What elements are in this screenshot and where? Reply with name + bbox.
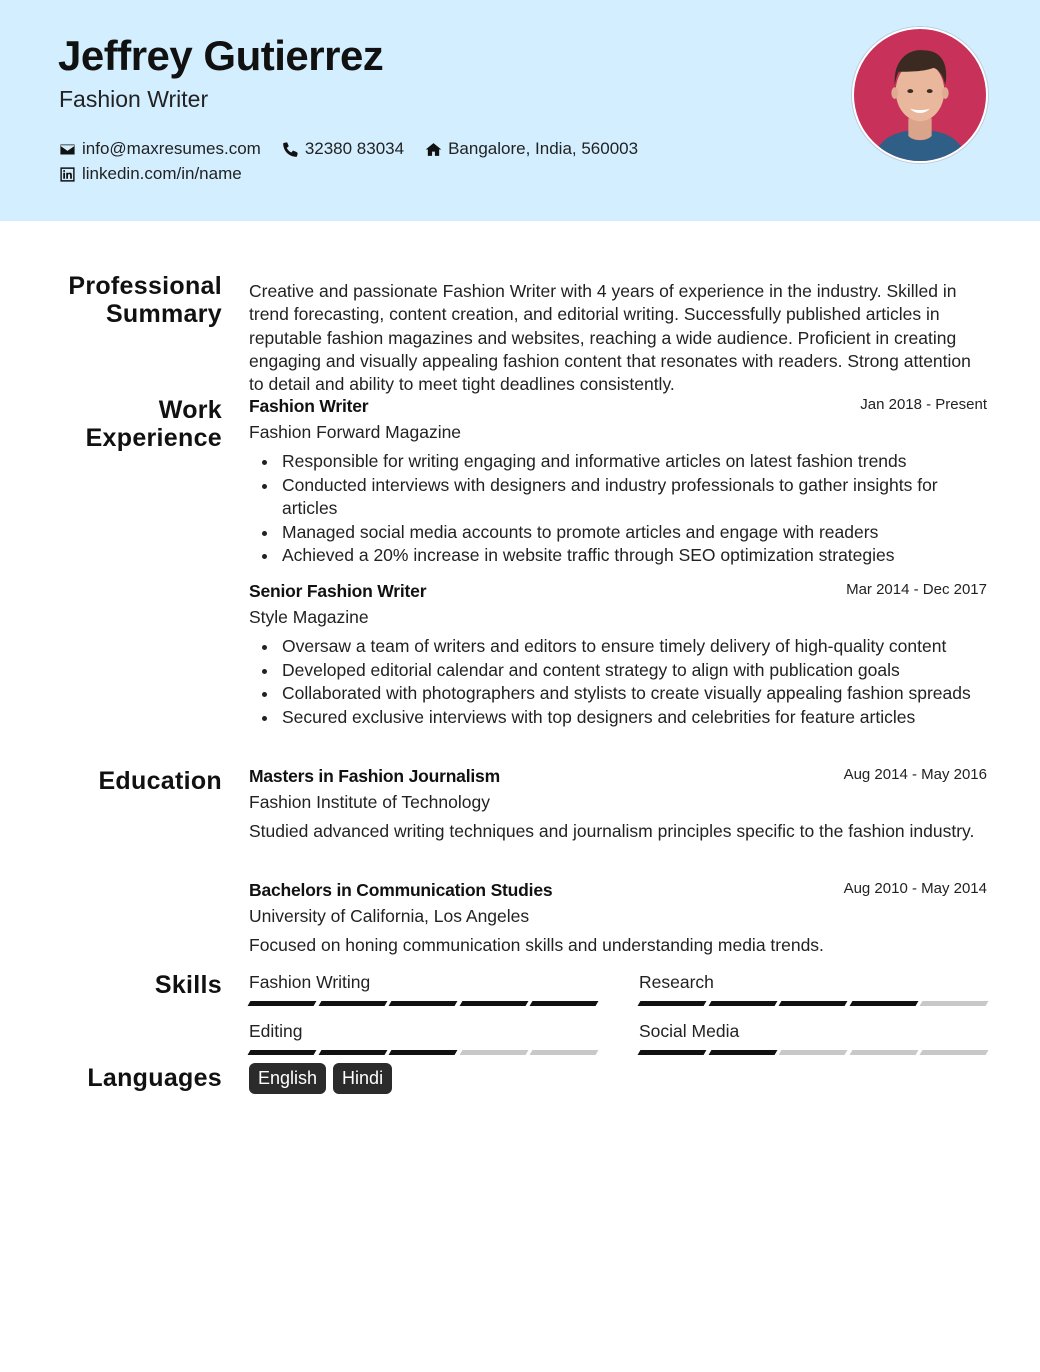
envelope-icon — [59, 141, 76, 158]
work-entry-2 — [249, 581, 987, 729]
section-label-education: Education — [98, 767, 222, 795]
entry-header — [249, 581, 987, 605]
job-title: Senior Fashion Writer — [249, 581, 427, 601]
candidate-name: Jeffrey Gutierrez — [58, 32, 384, 79]
contact-row-2 — [59, 164, 263, 184]
degree-title: Bachelors in Communication Studies — [249, 880, 553, 900]
skill-segment-filled — [708, 1050, 777, 1055]
skill-level-bar — [249, 1001, 597, 1006]
bullet-item: Achieved a 20% increase in website traffic through SEO optimization strategies — [249, 544, 987, 568]
education-entry-1 — [249, 766, 987, 843]
skill-segment-filled — [318, 1050, 387, 1055]
profile-photo — [852, 27, 988, 163]
bullet-item: Oversaw a team of writers and editors to ensure timely delivery of high-quality content — [249, 635, 987, 659]
skill-segment-filled — [638, 1001, 707, 1006]
section-label-skills: Skills — [154, 971, 222, 999]
skill-segment-empty — [459, 1050, 528, 1055]
skill-segment-empty — [849, 1050, 918, 1055]
language-badge: Hindi — [333, 1063, 392, 1094]
summary-label-line2: Summary — [105, 300, 222, 328]
bullet-item: Conducted interviews with designers and industry professionals to gather insights for articles — [249, 474, 987, 521]
job-bullets — [249, 450, 987, 568]
skill-segment-empty — [779, 1050, 848, 1055]
work-entry-1 — [249, 396, 987, 568]
school-name: University of California, Los Angeles — [249, 906, 530, 926]
skill-segment-filled — [389, 1050, 458, 1055]
phone-icon — [282, 141, 299, 158]
skill-segment-filled — [779, 1001, 848, 1006]
skill-name: Editing — [249, 1021, 303, 1041]
entry-header — [249, 766, 987, 790]
skill-name: Social Media — [639, 1021, 740, 1041]
contact-phone[interactable] — [282, 139, 404, 159]
job-company: Fashion Forward Magazine — [249, 422, 462, 442]
section-label-languages: Languages — [87, 1064, 222, 1092]
section-label-summary — [22, 272, 222, 328]
skill-segment-empty — [530, 1050, 599, 1055]
skills-grid — [249, 971, 987, 1061]
linkedin-icon — [59, 166, 76, 183]
job-company: Style Magazine — [249, 607, 369, 627]
entry-header — [249, 880, 987, 904]
candidate-title: Fashion Writer — [59, 86, 209, 112]
summary-label-line1: Professional — [68, 272, 222, 300]
skill-item — [639, 1020, 987, 1055]
degree-title: Masters in Fashion Journalism — [249, 766, 500, 786]
skill-segment-filled — [318, 1001, 387, 1006]
job-date: Jan 2018 - Present — [860, 396, 987, 413]
contact-row — [59, 139, 659, 159]
skill-item — [249, 1020, 597, 1055]
skill-segment-filled — [849, 1001, 918, 1006]
contact-email[interactable] — [59, 139, 261, 159]
skill-level-bar — [249, 1050, 597, 1055]
skill-name: Research — [639, 972, 714, 992]
contact-linkedin[interactable] — [59, 164, 242, 184]
skill-segment-filled — [389, 1001, 458, 1006]
profile-photo-illustration — [854, 29, 986, 161]
job-date: Mar 2014 - Dec 2017 — [846, 581, 987, 598]
education-entry-2 — [249, 880, 987, 957]
bullet-item: Developed editorial calendar and content strategy to align with publication goals — [249, 659, 987, 683]
skill-item — [639, 971, 987, 1006]
bullet-item: Responsible for writing engaging and informative articles on latest fashion trends — [249, 450, 987, 474]
phone-text: 32380 83034 — [304, 139, 405, 158]
skill-segment-filled — [459, 1001, 528, 1006]
education-description: Focused on honing communication skills and understanding media trends. — [249, 935, 824, 955]
skill-segment-filled — [708, 1001, 777, 1006]
section-label-work — [22, 396, 222, 452]
skill-segment-empty — [920, 1001, 989, 1006]
contact-address — [425, 139, 638, 159]
bullet-item: Secured exclusive interviews with top designers and celebrities for feature articles — [249, 706, 987, 730]
skill-item — [249, 971, 597, 1006]
education-date: Aug 2014 - May 2016 — [843, 766, 987, 783]
summary-text: Creative and passionate Fashion Writer with 4 years of experience in the industry. Skilled in trend forecasting, content creation, and editorial writing. Successfully published articles in reputable fashion magazines and websites, reaching a wide audience. Proficient in creating engaging and visually appealing fashion content that resonates with readers. Strong attention to detail and ability to meet tight deadlines consistently. — [249, 281, 971, 395]
skill-segment-filled — [638, 1050, 707, 1055]
job-bullets — [249, 635, 987, 729]
work-label-line1: Work — [158, 396, 222, 424]
school-name: Fashion Institute of Technology — [249, 792, 490, 812]
address-text: Bangalore, India, 560003 — [448, 139, 639, 158]
linkedin-text: linkedin.com/in/name — [82, 164, 242, 183]
skill-segment-filled — [530, 1001, 599, 1006]
education-description: Studied advanced writing techniques and journalism principles specific to the fashion industry. — [249, 821, 975, 841]
entry-header — [249, 396, 987, 420]
languages-list — [249, 1063, 399, 1094]
bullet-item: Managed social media accounts to promote articles and engage with readers — [249, 521, 987, 545]
bullet-item: Collaborated with photographers and stylists to create visually appealing fashion spreads — [249, 682, 987, 706]
resume-header — [0, 0, 1040, 221]
skill-segment-filled — [248, 1001, 317, 1006]
home-icon — [425, 141, 442, 158]
skill-segment-empty — [920, 1050, 989, 1055]
email-text: info@maxresumes.com — [82, 139, 261, 158]
work-label-line2: Experience — [85, 424, 222, 452]
job-title: Fashion Writer — [249, 396, 369, 416]
language-badge: English — [249, 1063, 326, 1094]
summary-section — [249, 280, 987, 396]
education-date: Aug 2010 - May 2014 — [843, 880, 987, 897]
skill-segment-filled — [248, 1050, 317, 1055]
skill-level-bar — [639, 1001, 987, 1006]
skill-level-bar — [639, 1050, 987, 1055]
skill-name: Fashion Writing — [249, 972, 371, 992]
